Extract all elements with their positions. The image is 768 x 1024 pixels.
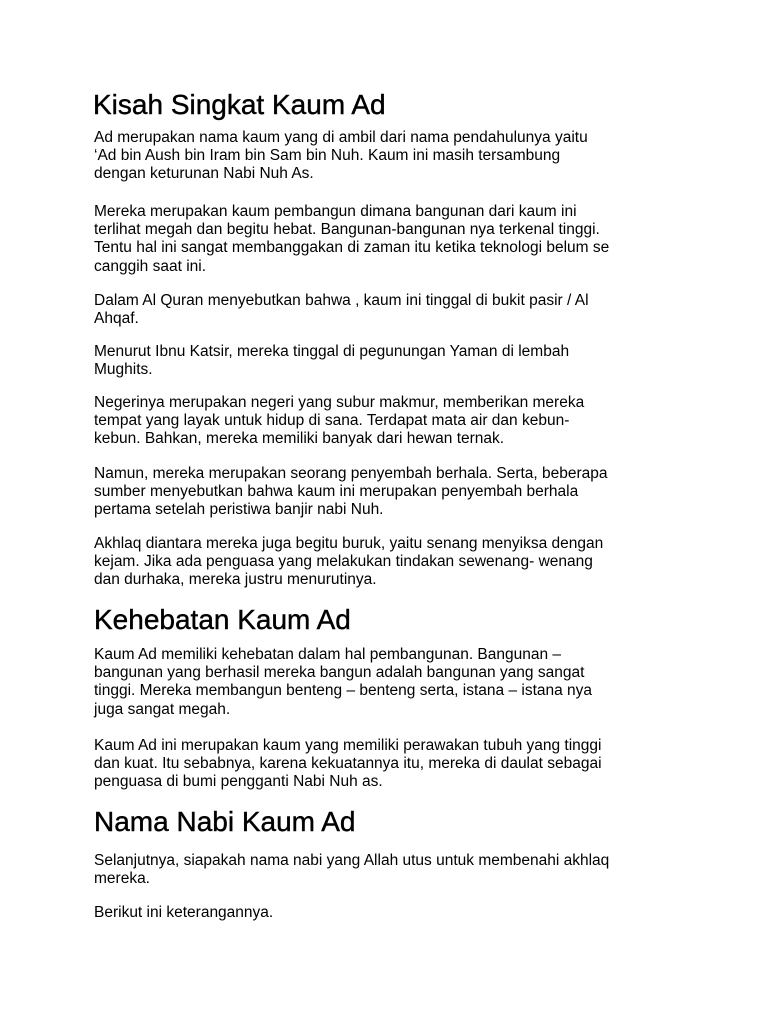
text-line: Mughits. bbox=[94, 361, 153, 379]
text-line: Selanjutnya, siapakah nama nabi yang Allah utus untuk membenahi akhlaq bbox=[94, 852, 610, 869]
text-line: tempat yang layak untuk hidup di sana. Terdapat mata air dan kebun- bbox=[94, 412, 570, 430]
text-line: Ahqaf. bbox=[94, 310, 139, 328]
section-heading: Nama Nabi Kaum Ad bbox=[94, 806, 356, 837]
text-line: juga sangat megah. bbox=[94, 700, 231, 718]
paragraph bbox=[94, 292, 589, 328]
text-line: terlihat megah dan begitu hebat. Bangunan-bangunan nya terkenal tinggi. bbox=[94, 221, 600, 239]
text-line: canggih saat ini. bbox=[94, 257, 207, 275]
text-line: penguasa di bumi pengganti Nabi Nuh as. bbox=[94, 773, 383, 791]
text-line: Mereka merupakan kaum pembangun dimana bangunan dari kaum ini bbox=[94, 203, 577, 220]
paragraph bbox=[94, 535, 603, 590]
text-line: Menurut Ibnu Katsir, mereka tinggal di pegunungan Yaman di lembah bbox=[94, 343, 570, 360]
text-line: Akhlaq diantara mereka juga begitu buruk, yaitu senang menyiksa dengan bbox=[94, 535, 604, 552]
text-line: tinggi. Mereka membangun benteng – benteng serta, istana – istana nya bbox=[94, 682, 593, 700]
text-line: Dalam Al Quran menyebutkan bahwa , kaum ini tinggal di bukit pasir / Al bbox=[94, 292, 589, 309]
paragraph bbox=[94, 852, 609, 888]
text-line: ‘Ad bin Aush bin Iram bin Sam bin Nuh. Kaum ini masih tersambung bbox=[94, 147, 561, 165]
text-line: mereka. bbox=[94, 870, 150, 888]
text-line: bangunan yang berhasil mereka bangun adalah bangunan yang sangat bbox=[94, 664, 585, 682]
paragraph bbox=[94, 904, 273, 922]
text-line: dan durhaka, mereka justru menurutinya. bbox=[94, 571, 377, 589]
paragraph bbox=[94, 203, 609, 276]
text-line: Ad merupakan nama kaum yang di ambil dari nama pendahulunya yaitu bbox=[94, 129, 588, 146]
text-line: Kaum Ad ini merupakan kaum yang memiliki perawakan tubuh yang tinggi bbox=[94, 737, 602, 754]
paragraph bbox=[94, 646, 592, 719]
text-line: Namun, mereka merupakan seorang penyembah berhala. Serta, beberapa bbox=[94, 465, 608, 482]
page-title: Kisah Singkat Kaum Ad bbox=[93, 89, 386, 120]
text-line: pertama setelah peristiwa banjir nabi Nuh. bbox=[94, 501, 384, 519]
text-line: sumber menyebutkan bahwa kaum ini merupakan penyembah berhala bbox=[94, 483, 579, 501]
paragraph bbox=[94, 737, 602, 792]
paragraph bbox=[94, 343, 569, 379]
text-line: dan kuat. Itu sebabnya, karena kekuatannya itu, mereka di daulat sebagai bbox=[94, 755, 602, 773]
paragraph bbox=[94, 129, 588, 184]
text-line: Tentu hal ini sangat membanggakan di zaman itu ketika teknologi belum se bbox=[94, 239, 610, 257]
text-line: Negerinya merupakan negeri yang subur makmur, memberikan mereka bbox=[94, 394, 585, 411]
text-line: dengan keturunan Nabi Nuh As. bbox=[94, 165, 314, 183]
paragraph bbox=[94, 394, 584, 449]
text-line: kebun. Bahkan, mereka memiliki banyak dari hewan ternak. bbox=[94, 430, 505, 448]
paragraph bbox=[94, 465, 608, 520]
section-heading: Kehebatan Kaum Ad bbox=[94, 604, 351, 635]
text-line: Berikut ini keterangannya. bbox=[94, 904, 274, 921]
text-line: kejam. Jika ada penguasa yang melakukan tindakan sewenang- wenang bbox=[94, 553, 593, 571]
text-line: Kaum Ad memiliki kehebatan dalam hal pembangunan. Bangunan – bbox=[94, 646, 562, 663]
